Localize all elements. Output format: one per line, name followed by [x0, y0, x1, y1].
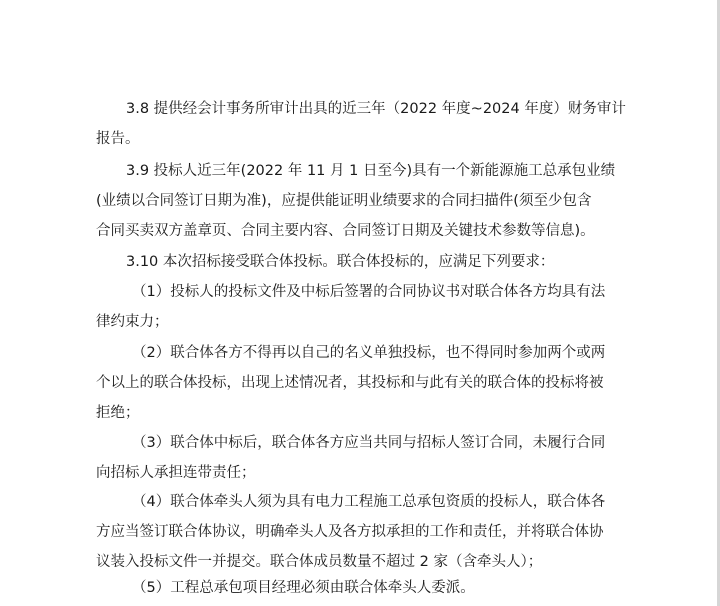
- paragraph-3-9: [96, 156, 686, 246]
- text-line: (业绩以合同签订日期为准)，应提供能证明业绩要求的合同扫描件(须至少包含: [96, 193, 592, 209]
- text-line: 议装入投标文件一并提交。联合体成员数量不超过 2 家（含牵头人）；: [96, 554, 543, 570]
- text-line: 个以上的联合体投标，出现上述情况者，其投标和与此有关的联合体的投标将被: [96, 375, 604, 391]
- paragraph-3-10: [96, 247, 686, 277]
- list-item-5: [96, 573, 686, 603]
- text-line: （3）联合体中标后，联合体各方应当共同与招标人签订合同，未履行合同: [132, 435, 606, 451]
- text-line: 报告。: [96, 131, 140, 147]
- text-line: （2）联合体各方不得再以自己的名义单独投标，也不得同时参加两个或两: [132, 345, 606, 361]
- list-item-4: [96, 487, 686, 577]
- text-line: 律约束力；: [96, 314, 169, 330]
- text-line: 3.9 投标人近三年(2022 年 11 月 1 日至今)具有一个新能源施工总承包业绩: [126, 163, 616, 179]
- text-line: （4）联合体牵头人须为具有电力工程施工总承包资质的投标人，联合体各: [132, 494, 606, 510]
- list-item-2: [96, 338, 686, 428]
- text-line: 3.8 提供经会计事务所审计出具的近三年（2022 年度~2024 年度）财务审计: [126, 101, 626, 117]
- text-line: 3.10 本次招标接受联合体投标。联合体投标的，应满足下列要求：: [126, 254, 555, 270]
- list-item-1: [96, 277, 686, 337]
- text-line: 合同买卖双方盖章页、合同主要内容、合同签订日期及关键技术参数等信息)。: [96, 223, 595, 239]
- text-line: 向招标人承担连带责任；: [96, 465, 256, 481]
- text-line: 方应当签订联合体协议，明确牵头人及各方拟承担的工作和责任，并将联合体协: [96, 524, 604, 540]
- text-line: （1）投标人的投标文件及中标后签署的合同协议书对联合体各方均具有法: [132, 284, 606, 300]
- paragraph-3-8: [96, 94, 686, 154]
- text-line: （5）工程总承包项目经理必须由联合体牵头人委派。: [132, 580, 475, 596]
- list-item-3: [96, 428, 686, 488]
- text-line: 拒绝；: [96, 405, 140, 421]
